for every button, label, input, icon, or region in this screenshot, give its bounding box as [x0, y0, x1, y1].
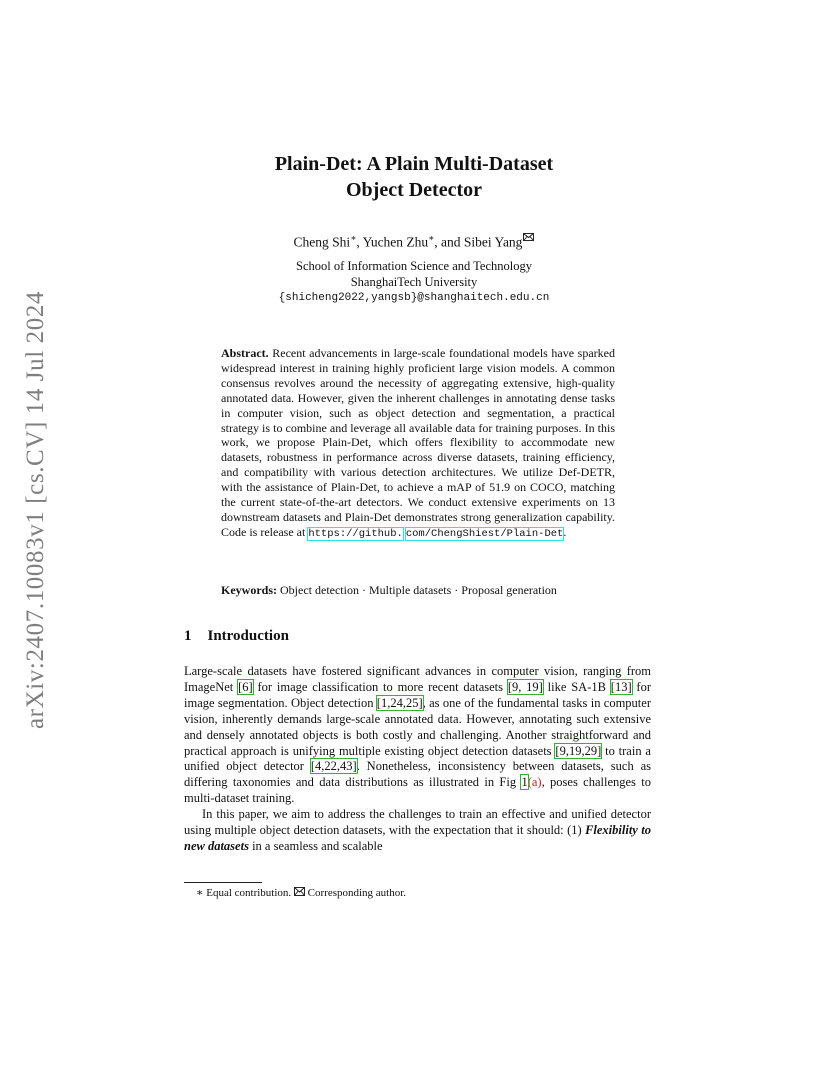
- intro-text: , poses challenges to multi-dataset training.: [184, 775, 651, 806]
- section-number: 1: [184, 628, 192, 644]
- figure-subref-link[interactable]: (a): [527, 775, 542, 790]
- envelope-icon: [523, 229, 534, 245]
- intro-text: in a seamless and scalable: [248, 838, 383, 853]
- intro-text: In this paper, we aim to address the challenges to train an effective and unified detector using multiple object detection datasets, with the expectation that it should: (1): [184, 807, 651, 838]
- footnote-rule: [184, 882, 262, 883]
- paper-title: [0, 151, 828, 203]
- author-separator: , and: [434, 234, 464, 250]
- citation-link[interactable]: [6]: [238, 679, 253, 694]
- citation-link[interactable]: [9,19,29]: [555, 743, 602, 758]
- author-yuchen-zhu: Yuchen Zhu: [362, 234, 429, 250]
- paper-title-line-1: Plain-Det: A Plain Multi-Dataset: [274, 153, 554, 175]
- code-link[interactable]: https://github.: [308, 527, 403, 540]
- author-list: [0, 229, 828, 251]
- footnote-mark: ∗: [196, 887, 204, 899]
- equal-contribution-mark: ∗: [350, 233, 357, 243]
- section-title: Introduction: [207, 628, 289, 644]
- envelope-icon: [294, 887, 305, 899]
- author-email: {shicheng2022,yangsb}@shanghaitech.edu.cn: [278, 292, 550, 304]
- citation-link[interactable]: [4,22,43]: [310, 759, 357, 774]
- emphasis-flexibility: Flexibility to new datasets: [184, 823, 651, 853]
- affiliation-university: ShanghaiTech University: [350, 275, 478, 289]
- footnote-text: Equal contribution.: [203, 887, 294, 899]
- keywords-text: Object detection · Multiple datasets · Proposal generation: [277, 583, 557, 597]
- code-link-continued[interactable]: com/ChengShiest/Plain-Det: [405, 527, 564, 540]
- intro-text: . Nonetheless, inconsistency between datasets, such as differing taxonomies and data distributions as illustrated in Fig: [184, 759, 651, 790]
- arxiv-sidebar-stamp: [24, 290, 48, 730]
- citation-link[interactable]: [1,24,25]: [376, 695, 423, 710]
- abstract-text: Recent advancements in large-scale foundational models have sparked widespread interest in training highly proficient large vision models. A common consensus revolves around the necessity of aggregating extensive, high-quality annotated data. However, given the inherent challenges in annotating dense tasks in computer vision, such as object detection and segmentation, a practical strategy is to combine and leverage all available data for training purposes. In this work, we propose Plain-Det, which offers flexibility to accommodate new datasets, robustness in performance across diverse datasets, training efficiency, and compatibility with various detection architectures. We utilize Def-DETR, with the assistance of Plain-Det, to achieve a mAP of 51.9 on COCO, matching the current state-of-the-art detectors. We conduct extensive experiments on 13 downstream datasets and Plain-Det demonstrates strong generalization capability. Code is release at: [221, 346, 615, 539]
- intro-text: for image classification to more recent datasets: [252, 679, 508, 694]
- intro-text: like SA-1B: [542, 679, 611, 694]
- paper-title-line-2: Object Detector: [345, 179, 483, 201]
- affiliation-school: School of Information Science and Technology: [296, 259, 532, 273]
- author-separator: ,: [356, 234, 363, 250]
- author-sibei-yang: Sibei Yang: [463, 234, 523, 250]
- abstract: [221, 346, 615, 542]
- footnote-text-2: Corresponding author.: [304, 887, 407, 899]
- keywords-label: Keywords:: [221, 583, 277, 597]
- intro-text: Large-scale datasets have fostered significant advances in computer vision, ranging from ImageNet: [184, 664, 651, 694]
- equal-contribution-mark: ∗: [428, 233, 435, 243]
- intro-text: to train a unified object detector: [184, 743, 651, 774]
- keywords: [221, 583, 641, 598]
- affiliation-block: [0, 258, 828, 306]
- intro-text: for image segmentation. Object detection: [184, 679, 652, 710]
- abstract-end: .: [563, 524, 567, 539]
- introduction-body: [184, 664, 651, 855]
- author-cheng-shi: Cheng Shi: [293, 234, 351, 250]
- citation-link[interactable]: [9, 19]: [507, 679, 543, 694]
- citation-link[interactable]: [13]: [610, 679, 632, 694]
- footnote: [196, 886, 406, 899]
- intro-paragraph-1: [184, 664, 651, 807]
- intro-paragraph-2: [184, 807, 651, 855]
- intro-text: , as one of the fundamental tasks in computer vision, inherently demands large-scale annotated data. However, annotating such extensive and densely annotated objects is both costly and challenging. Another straightforward and practical approach is unifying multiple existing object detection datasets: [184, 695, 651, 758]
- section-heading-introduction: [184, 628, 289, 645]
- arxiv-identifier: arXiv:2407.10083v1 [cs.CV] 14 Jul 2024: [22, 290, 49, 730]
- figure-link[interactable]: 1: [521, 775, 528, 790]
- abstract-label: Abstract.: [221, 346, 269, 360]
